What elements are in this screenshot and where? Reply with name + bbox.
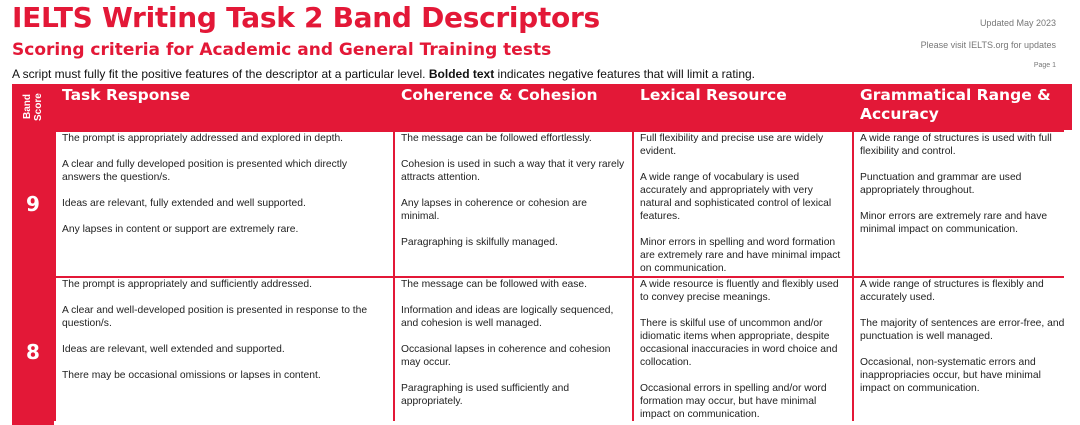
band-descriptors-table xyxy=(12,84,1064,421)
descriptor-cell-task-response xyxy=(56,278,393,425)
descriptor-text: A clear and fully developed position is presented which directly answers the question/s. xyxy=(62,159,348,183)
descriptor-text: The majority of sentences are error-free, and punctuation is well managed. xyxy=(860,318,1065,342)
descriptor-text: Paragraphing is skilfully managed. xyxy=(401,237,558,248)
descriptor-text: There is skilful use of uncommon and/or idiomatic items when appropriate, despite occasional inaccuracies in word choice and collocation. xyxy=(640,318,838,368)
descriptor-text: Any lapses in coherence or cohesion are minimal. xyxy=(401,198,588,222)
descriptor-text: Occasional errors in spelling and/or word formation may occur, but have minimal impact on communication. xyxy=(640,383,827,420)
descriptor-text: A wide range of structures is flexibly and accurately used. xyxy=(860,279,1044,303)
descriptor-text: There may be occasional omissions or lapses in content. xyxy=(62,370,321,381)
descriptor-text: The message can be followed with ease. xyxy=(401,279,588,290)
page-number: Page 1 xyxy=(1033,62,1056,69)
descriptor-cell-coherence-cohesion xyxy=(395,132,632,276)
descriptor-text: A clear and well-developed position is presented in response to the question/s. xyxy=(62,305,368,329)
descriptor-cell-lexical-resource xyxy=(634,132,852,276)
descriptor-text: A wide range of structures is used with full flexibility and control. xyxy=(860,133,1052,157)
descriptor-text: Minor errors in spelling and word formation are extremely rare and have minimal impact on communication. xyxy=(640,237,841,274)
column-header-coherence-cohesion: Coherence & Cohesion xyxy=(395,84,632,130)
descriptor-cell-task-response xyxy=(56,132,393,276)
descriptor-text: The prompt is appropriately and sufficiently addressed. xyxy=(62,279,312,290)
band-score-header xyxy=(12,84,54,130)
descriptor-text: Full flexibility and precise use are widely evident. xyxy=(640,133,824,157)
descriptor-text: Information and ideas are logically sequenced, and cohesion is well managed. xyxy=(401,305,614,329)
descriptor-text: A wide resource is fluently and flexibly used to convey precise meanings. xyxy=(640,279,839,303)
descriptor-text: Ideas are relevant, well extended and supported. xyxy=(62,344,285,355)
intro-text-end: indicates negative features that will limit a rating. xyxy=(494,67,755,81)
descriptor-text: The message can be followed effortlessly. xyxy=(401,133,592,144)
intro-text xyxy=(12,67,755,81)
descriptor-text: A wide range of vocabulary is used accurately and appropriately with very natural and sophisticated control of lexical features. xyxy=(640,172,832,222)
intro-text-start: A script must fully fit the positive features of the descriptor at a particular level. xyxy=(12,67,429,81)
page-subtitle: Scoring criteria for Academic and General Training tests xyxy=(12,40,552,60)
page-title: IELTS Writing Task 2 Band Descriptors xyxy=(12,1,600,34)
band-score-header-label: Band Score xyxy=(22,93,44,121)
descriptor-text: Cohesion is used in such a way that it very rarely attracts attention. xyxy=(401,159,625,183)
descriptor-text: The prompt is appropriately addressed and explored in depth. xyxy=(62,133,344,144)
descriptor-text: Occasional lapses in coherence and cohesion may occur. xyxy=(401,344,611,368)
descriptor-cell-lexical-resource xyxy=(634,278,852,425)
descriptor-cell-grammatical-range-accuracy xyxy=(854,132,1072,276)
descriptor-text: Minor errors are extremely rare and have minimal impact on communication. xyxy=(860,211,1048,235)
descriptor-text: Paragraphing is used sufficiently and appropriately. xyxy=(401,383,570,407)
column-header-lexical-resource: Lexical Resource xyxy=(634,84,852,130)
column-header-grammatical-range-accuracy: Grammatical Range & Accuracy xyxy=(854,84,1072,130)
column-header-task-response: Task Response xyxy=(56,84,393,130)
descriptor-cell-coherence-cohesion xyxy=(395,278,632,425)
band-score-8: 8 xyxy=(12,278,54,425)
descriptor-cell-grammatical-range-accuracy xyxy=(854,278,1072,425)
updates-link[interactable]: Please visit IELTS.org for updates xyxy=(920,40,1056,50)
descriptor-text: Occasional, non-systematic errors and inappropriacies occur, but have minimal impact on communication. xyxy=(860,357,1041,394)
descriptor-text: Punctuation and grammar are used appropriately throughout. xyxy=(860,172,1022,196)
updated-date: Updated May 2023 xyxy=(979,18,1056,28)
band-score-9: 9 xyxy=(12,132,54,276)
intro-bold-text: Bolded text xyxy=(428,67,495,81)
descriptor-text: Any lapses in content or support are extremely rare. xyxy=(62,224,299,235)
descriptor-text: Ideas are relevant, fully extended and well supported. xyxy=(62,198,306,209)
